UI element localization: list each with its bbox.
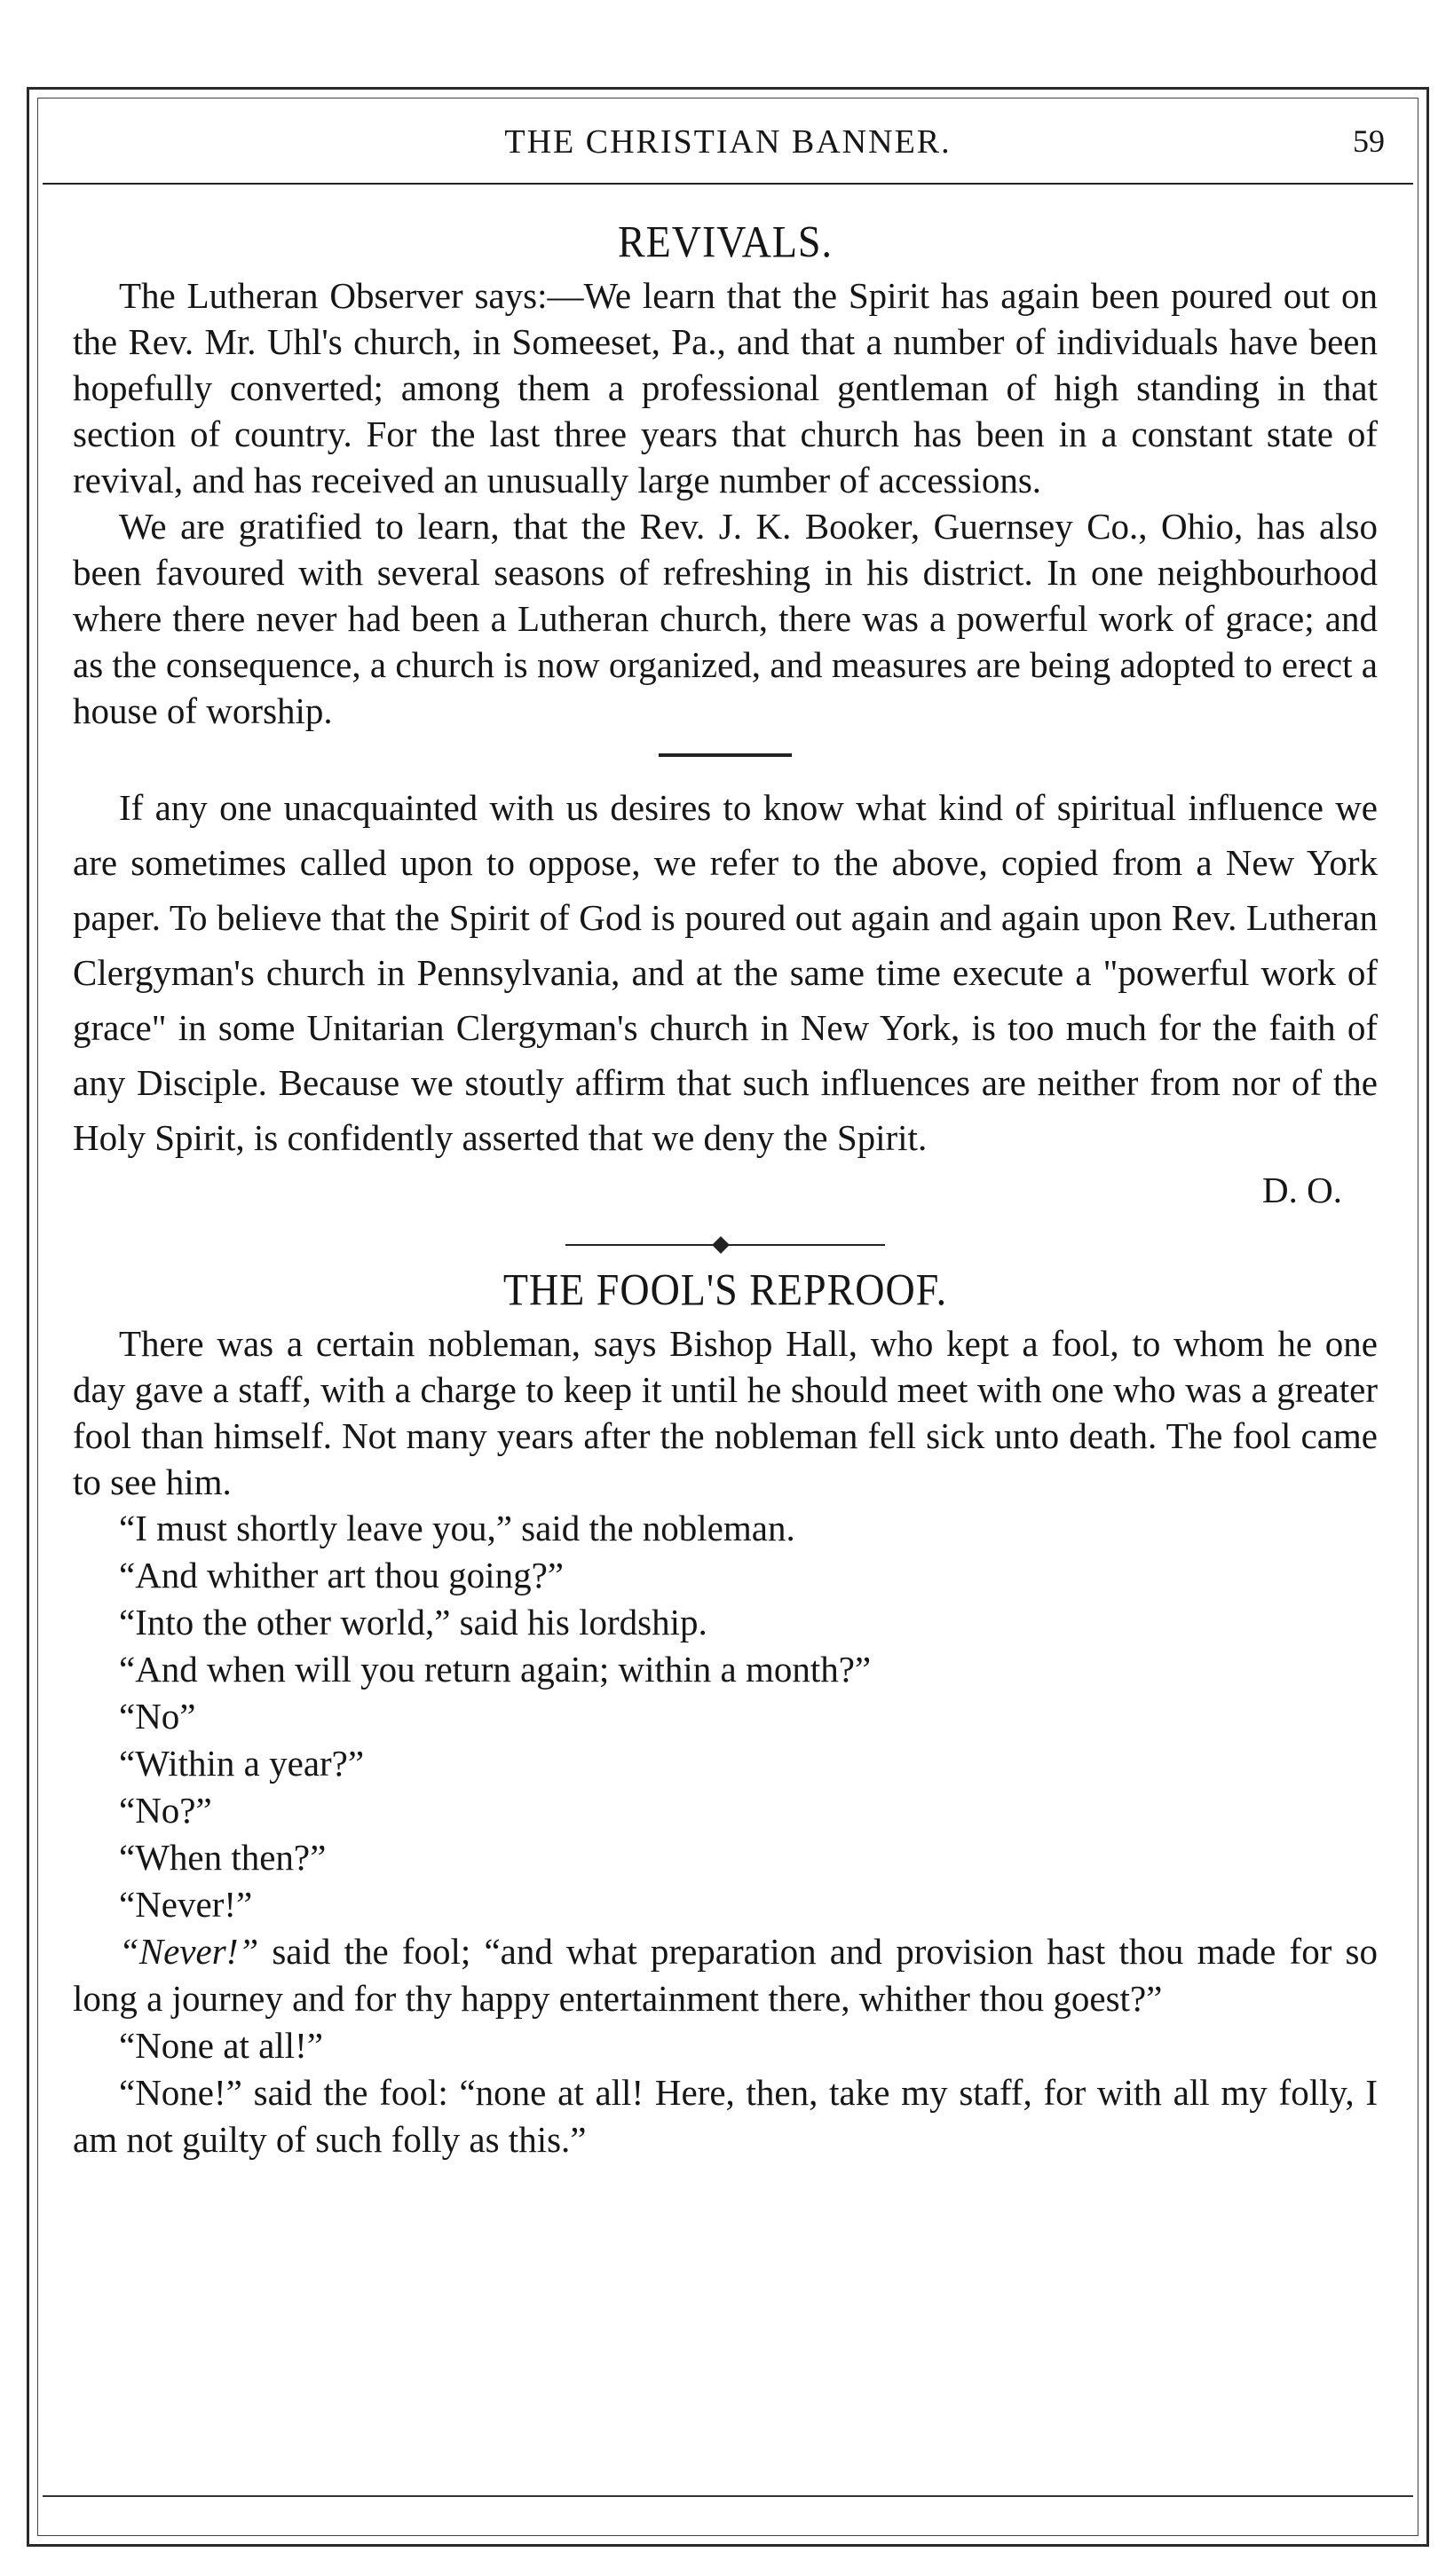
dialogue-line: “When then?” <box>119 1837 327 1878</box>
signature: D. O. <box>1262 1170 1342 1210</box>
dialogue-line: “Never!” <box>119 1884 253 1925</box>
dialogue-line: “Within a year?” <box>119 1743 365 1784</box>
diamond-ornament <box>712 1236 730 1254</box>
never-quote: “Never!” <box>119 1931 259 1972</box>
dialogue-line: “Into the other world,” said his lordship. <box>119 1602 707 1642</box>
commentary-paragraph: If any one unacquainted with us desires to know what kind of spiritual influence we are sometimes called upon to oppose, we refer to the above, copied from a New York paper. To believe that the Spirit of God is poured out again and again upon Rev. Lutheran Clergyman's church in Pennsylvania, and at the same time execute a "powerful work of grace" in some Unitarian Clergyman's church in New York, is too much for the faith of any Disciple. Because we stoutly affirm that such influences are neither from nor of the Holy Spirit, is confidently asserted that we deny the Spirit. <box>73 787 1378 1158</box>
dialogue-paragraph <box>73 1928 1378 2022</box>
dialogue-line: “And when will you return again; within a month?” <box>119 1649 872 1690</box>
page-number: 59 <box>1353 123 1385 159</box>
running-head <box>37 122 1418 167</box>
fools-reproof-title: THE FOOL'S REPROOF. <box>502 1264 948 1315</box>
dialogue-line: “No” <box>119 1696 196 1737</box>
revivals-paragraph: The Lutheran Observer says:—We learn that the Spirit has again been poured out on the Rev. Mr. Uhl's church, in Someeset, Pa., and that a number of individuals have been hopefully converted; among them a professional gentleman of high standing in that section of country. For the last three years that church has been in a constant state of revival, and has received an unusually large number of accessions. <box>73 275 1378 500</box>
dialogue-final: “None!” said the fool: “none at all! Here, then, take my staff, for with all my folly, I am not guilty of such folly as this.” <box>73 2072 1378 2160</box>
dialogue-line: “None at all!” <box>119 2025 323 2066</box>
section-divider <box>659 753 792 757</box>
running-title: THE CHRISTIAN BANNER. <box>504 123 952 161</box>
ornamental-divider <box>565 1236 885 1254</box>
revivals-title: REVIVALS. <box>617 217 833 267</box>
footer-rule <box>43 2495 1413 2497</box>
dialogue-line: “And whither art thou going?” <box>119 1555 564 1595</box>
page-content <box>73 206 1378 2163</box>
revivals-paragraph: We are gratified to learn, that the Rev. J. K. Booker, Guernsey Co., Ohio, has also been favoured with several seasons of refreshing in his district. In one neighbourhood where there never had been a Lutheran church, there was a powerful work of grace; and as the consequence, a church is now organized, and measures are being adopted to erect a house of worship. <box>73 506 1378 731</box>
header-rule <box>43 183 1413 185</box>
never-rest: said the fool; “and what preparation and provision hast thou made for so long a journey and for thy happy entertainment there, whither thou goest?” <box>73 1931 1378 2019</box>
dialogue-line: “I must shortly leave you,” said the nobleman. <box>119 1508 795 1548</box>
fools-reproof-intro: There was a certain nobleman, says Bishop Hall, who kept a fool, to whom he one day gave a staff, with a charge to keep it until he should meet with one who was a greater fool than himself. Not many years after the nobleman fell sick unto death. The fool came to see him. <box>73 1323 1378 1502</box>
dialogue-line: “No?” <box>119 1790 212 1831</box>
